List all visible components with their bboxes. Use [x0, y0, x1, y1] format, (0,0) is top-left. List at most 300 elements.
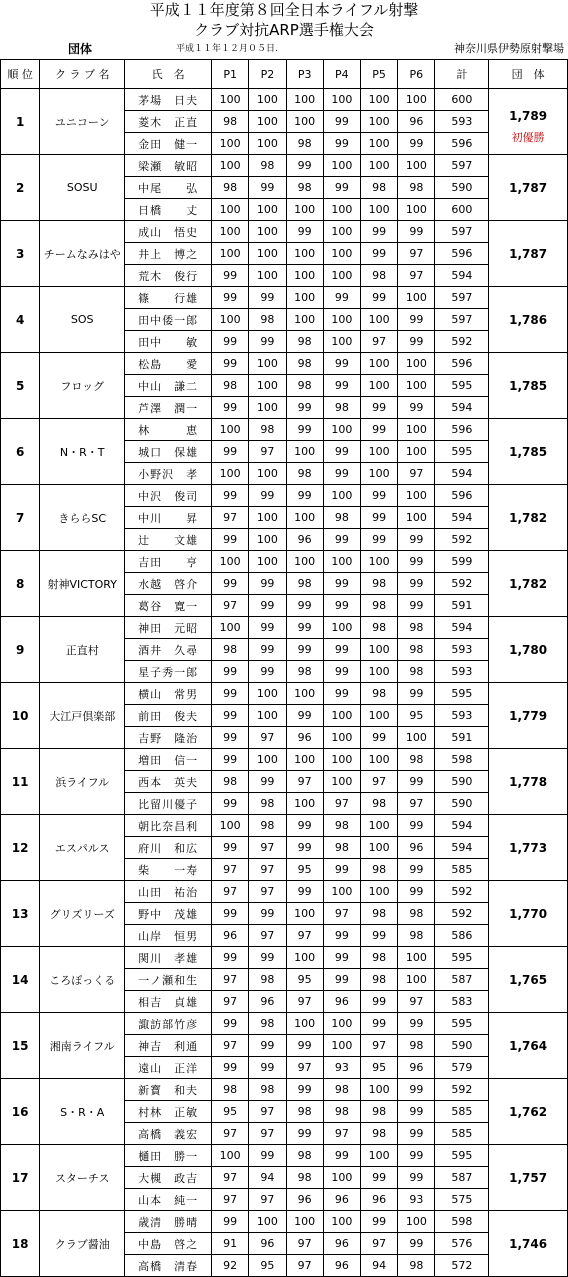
shooter-total: 572	[435, 1255, 489, 1277]
team-total: 1,780	[509, 642, 548, 657]
score-p1: 100	[212, 243, 249, 265]
shooter-name: 関川 孝雄	[125, 947, 212, 969]
score-p5: 94	[360, 1255, 397, 1277]
shooter-total: 585	[435, 1123, 489, 1145]
score-p6: 100	[398, 155, 435, 177]
score-p6: 97	[398, 793, 435, 815]
score-p3: 98	[286, 1101, 323, 1123]
score-p6: 99	[398, 1167, 435, 1189]
score-p1: 100	[212, 89, 249, 111]
score-p6: 98	[398, 639, 435, 661]
score-p4: 99	[323, 529, 360, 551]
score-p1: 97	[212, 1167, 249, 1189]
score-p6: 96	[398, 837, 435, 859]
table-row	[1, 1211, 568, 1233]
score-p2: 97	[249, 727, 286, 749]
score-p4: 97	[323, 1123, 360, 1145]
score-p6: 98	[398, 1035, 435, 1057]
score-p6: 97	[398, 991, 435, 1013]
score-p4: 96	[323, 991, 360, 1013]
score-p1: 100	[212, 309, 249, 331]
score-p4: 98	[323, 397, 360, 419]
score-p3: 97	[286, 925, 323, 947]
team-total-cell	[489, 551, 568, 617]
score-p2: 98	[249, 793, 286, 815]
score-p5: 100	[360, 1079, 397, 1101]
shooter-name: 中島 啓之	[125, 1233, 212, 1255]
score-p4: 97	[323, 793, 360, 815]
score-p4: 99	[323, 133, 360, 155]
score-p1: 100	[212, 221, 249, 243]
team-total-cell	[489, 683, 568, 749]
shooter-name: 芦澤 潤一	[125, 397, 212, 419]
score-p4: 100	[323, 1211, 360, 1233]
shooter-name: 神吉 利通	[125, 1035, 212, 1057]
score-p4: 99	[323, 375, 360, 397]
score-p4: 98	[323, 1079, 360, 1101]
score-p2: 100	[249, 749, 286, 771]
table-row	[1, 617, 568, 639]
score-p1: 99	[212, 1013, 249, 1035]
team-total: 1,762	[509, 1104, 548, 1119]
team-total-cell	[489, 419, 568, 485]
score-p3: 99	[286, 815, 323, 837]
score-p6: 99	[398, 133, 435, 155]
shooter-total: 595	[435, 375, 489, 397]
shooter-total: 594	[435, 507, 489, 529]
score-p4: 100	[323, 1167, 360, 1189]
team-rank: 12	[1, 815, 40, 881]
col-header-p5: P5	[360, 60, 397, 89]
score-p5: 100	[360, 375, 397, 397]
score-p1: 99	[212, 1057, 249, 1079]
team-total: 1,782	[509, 510, 548, 525]
score-p2: 96	[249, 1233, 286, 1255]
score-p1: 98	[212, 375, 249, 397]
score-p4: 96	[323, 1233, 360, 1255]
table-row	[1, 749, 568, 771]
shooter-name: 朝比奈昌利	[125, 815, 212, 837]
score-p5: 99	[360, 925, 397, 947]
score-p1: 99	[212, 727, 249, 749]
score-p3: 98	[286, 353, 323, 375]
score-p3: 99	[286, 1079, 323, 1101]
club-name: 射神VICTORY	[40, 551, 125, 617]
score-p2: 99	[249, 287, 286, 309]
score-p1: 99	[212, 705, 249, 727]
team-rank: 3	[1, 221, 40, 287]
score-p2: 99	[249, 485, 286, 507]
team-total: 1,785	[509, 378, 548, 393]
shooter-name: 野中 茂雄	[125, 903, 212, 925]
shooter-name: 西本 英夫	[125, 771, 212, 793]
shooter-name: 増田 信一	[125, 749, 212, 771]
score-p1: 97	[212, 969, 249, 991]
table-row	[1, 1013, 568, 1035]
shooter-name: 高橋 義宏	[125, 1123, 212, 1145]
score-p2: 99	[249, 1035, 286, 1057]
shooter-name: 村林 正敏	[125, 1101, 212, 1123]
title-line-1: 平成１１年度第８回全日本ライフル射撃	[149, 1, 419, 19]
score-p3: 96	[286, 529, 323, 551]
shooter-total: 594	[435, 463, 489, 485]
score-p4: 99	[323, 925, 360, 947]
score-p4: 100	[323, 705, 360, 727]
team-total-cell	[489, 815, 568, 881]
score-p6: 99	[398, 1123, 435, 1145]
score-p2: 99	[249, 617, 286, 639]
score-p1: 99	[212, 903, 249, 925]
score-p1: 97	[212, 595, 249, 617]
score-p5: 98	[360, 683, 397, 705]
score-p3: 98	[286, 463, 323, 485]
shooter-name: 荒木 俊行	[125, 265, 212, 287]
shooter-total: 600	[435, 89, 489, 111]
score-p2: 100	[249, 375, 286, 397]
score-p1: 99	[212, 837, 249, 859]
score-p3: 97	[286, 1233, 323, 1255]
shooter-total: 587	[435, 969, 489, 991]
score-p6: 100	[398, 353, 435, 375]
shooter-name: 吉野 隆治	[125, 727, 212, 749]
score-p2: 100	[249, 199, 286, 221]
club-name: 湘南ライフル	[40, 1013, 125, 1079]
score-p6: 98	[398, 925, 435, 947]
score-p6: 99	[398, 221, 435, 243]
score-p3: 99	[286, 837, 323, 859]
shooter-name: 山岸 恒男	[125, 925, 212, 947]
score-p6: 99	[398, 551, 435, 573]
score-p6: 99	[398, 859, 435, 881]
score-p2: 98	[249, 155, 286, 177]
score-p6: 97	[398, 463, 435, 485]
score-p3: 96	[286, 727, 323, 749]
score-p5: 95	[360, 1057, 397, 1079]
shooter-total: 595	[435, 441, 489, 463]
shooter-name: 林 恵	[125, 419, 212, 441]
score-p6: 100	[398, 485, 435, 507]
score-p2: 99	[249, 947, 286, 969]
score-p6: 96	[398, 1057, 435, 1079]
col-header-p4: P4	[323, 60, 360, 89]
shooter-name: 前田 俊夫	[125, 705, 212, 727]
score-p3: 99	[286, 221, 323, 243]
score-p5: 98	[360, 595, 397, 617]
score-p4: 100	[323, 419, 360, 441]
score-p1: 96	[212, 925, 249, 947]
team-total: 1,787	[509, 246, 548, 261]
col-header-p6: P6	[398, 60, 435, 89]
score-p3: 95	[286, 859, 323, 881]
score-p3: 100	[286, 265, 323, 287]
score-p2: 100	[249, 551, 286, 573]
score-p3: 100	[286, 793, 323, 815]
score-p6: 99	[398, 1079, 435, 1101]
score-p5: 98	[360, 969, 397, 991]
team-total-cell	[489, 1079, 568, 1145]
shooter-name: 葛谷 寛一	[125, 595, 212, 617]
table-row	[1, 89, 568, 111]
shooter-total: 592	[435, 1079, 489, 1101]
shooter-name: 田中 敏	[125, 331, 212, 353]
score-p6: 99	[398, 309, 435, 331]
score-p5: 99	[360, 243, 397, 265]
score-p6: 100	[398, 507, 435, 529]
shooter-total: 597	[435, 309, 489, 331]
club-name: SOS	[40, 287, 125, 353]
score-p6: 100	[398, 969, 435, 991]
col-header-team: 団 体	[489, 60, 568, 89]
shooter-name: 神田 元昭	[125, 617, 212, 639]
score-p1: 99	[212, 683, 249, 705]
score-p5: 98	[360, 859, 397, 881]
shooter-total: 596	[435, 243, 489, 265]
score-p2: 99	[249, 903, 286, 925]
shooter-total: 576	[435, 1233, 489, 1255]
score-p2: 99	[249, 771, 286, 793]
score-p1: 99	[212, 749, 249, 771]
score-p1: 99	[212, 441, 249, 463]
table-row	[1, 155, 568, 177]
team-total-cell	[489, 617, 568, 683]
score-p6: 98	[398, 1255, 435, 1277]
shooter-total: 598	[435, 749, 489, 771]
score-p6: 100	[398, 1211, 435, 1233]
score-p2: 100	[249, 89, 286, 111]
score-p2: 97	[249, 925, 286, 947]
shooter-total: 594	[435, 397, 489, 419]
team-total-cell	[489, 1013, 568, 1079]
team-total-cell	[489, 353, 568, 419]
score-p5: 97	[360, 771, 397, 793]
score-p3: 100	[286, 507, 323, 529]
shooter-name: 井上 博之	[125, 243, 212, 265]
score-p3: 95	[286, 969, 323, 991]
team-total-cell	[489, 1145, 568, 1211]
col-header-sum: 計	[435, 60, 489, 89]
score-p3: 97	[286, 771, 323, 793]
score-p3: 100	[286, 749, 323, 771]
score-p4: 100	[323, 265, 360, 287]
shooter-total: 593	[435, 705, 489, 727]
club-name: SOSU	[40, 155, 125, 221]
shooter-name: 府川 和広	[125, 837, 212, 859]
shooter-total: 592	[435, 529, 489, 551]
shooter-name: 一ノ瀬和生	[125, 969, 212, 991]
table-row	[1, 551, 568, 573]
score-p1: 98	[212, 639, 249, 661]
shooter-total: 596	[435, 419, 489, 441]
team-total: 1,785	[509, 444, 548, 459]
score-p1: 99	[212, 397, 249, 419]
score-p2: 99	[249, 177, 286, 199]
shooter-total: 598	[435, 1211, 489, 1233]
score-p6: 93	[398, 1189, 435, 1211]
shooter-total: 593	[435, 111, 489, 133]
score-p4: 98	[323, 507, 360, 529]
club-name: 正直村	[40, 617, 125, 683]
team-total: 1,782	[509, 576, 548, 591]
score-p6: 100	[398, 947, 435, 969]
score-p2: 100	[249, 265, 286, 287]
score-p1: 100	[212, 815, 249, 837]
score-p3: 98	[286, 1167, 323, 1189]
score-p4: 100	[323, 617, 360, 639]
score-p3: 97	[286, 991, 323, 1013]
score-p2: 99	[249, 1057, 286, 1079]
score-p1: 92	[212, 1255, 249, 1277]
shooter-total: 597	[435, 221, 489, 243]
score-p2: 100	[249, 1211, 286, 1233]
score-p3: 99	[286, 485, 323, 507]
category-label: 団体	[68, 42, 93, 56]
score-p2: 96	[249, 991, 286, 1013]
score-p5: 100	[360, 199, 397, 221]
score-p2: 95	[249, 1255, 286, 1277]
shooter-name: 柴 一寿	[125, 859, 212, 881]
score-p3: 97	[286, 1057, 323, 1079]
shooter-total: 575	[435, 1189, 489, 1211]
score-p6: 99	[398, 397, 435, 419]
score-p4: 96	[323, 1255, 360, 1277]
score-p6: 99	[398, 771, 435, 793]
shooter-name: 中尾 弘	[125, 177, 212, 199]
score-p2: 100	[249, 133, 286, 155]
score-p5: 100	[360, 1145, 397, 1167]
score-p6: 100	[398, 419, 435, 441]
shooter-name: 樋田 勝一	[125, 1145, 212, 1167]
club-name: 大江戸倶楽部	[40, 683, 125, 749]
score-p5: 99	[360, 485, 397, 507]
score-p4: 99	[323, 969, 360, 991]
score-p2: 100	[249, 463, 286, 485]
score-p6: 100	[398, 287, 435, 309]
score-p5: 100	[360, 837, 397, 859]
score-p4: 99	[323, 573, 360, 595]
shooter-name: 城口 保雄	[125, 441, 212, 463]
score-p5: 99	[360, 727, 397, 749]
team-total: 1,778	[509, 774, 548, 789]
score-p4: 98	[323, 1101, 360, 1123]
shooter-name: 大槻 政吉	[125, 1167, 212, 1189]
score-p5: 100	[360, 661, 397, 683]
shooter-total: 597	[435, 287, 489, 309]
shooter-total: 595	[435, 947, 489, 969]
shooter-name: 酒井 久尋	[125, 639, 212, 661]
score-p4: 100	[323, 485, 360, 507]
score-p3: 99	[286, 419, 323, 441]
shooter-total: 583	[435, 991, 489, 1013]
table-row	[1, 221, 568, 243]
score-p4: 99	[323, 353, 360, 375]
results-table	[0, 59, 568, 1277]
team-rank: 13	[1, 881, 40, 947]
club-name: ころぽっくる	[40, 947, 125, 1013]
shooter-total: 585	[435, 859, 489, 881]
shooter-name: 中川 昇	[125, 507, 212, 529]
score-p4: 100	[323, 749, 360, 771]
table-row	[1, 947, 568, 969]
shooter-total: 591	[435, 727, 489, 749]
score-p6: 99	[398, 529, 435, 551]
score-p4: 100	[323, 199, 360, 221]
col-header-name: 氏 名	[125, 60, 212, 89]
table-row	[1, 815, 568, 837]
score-p2: 98	[249, 815, 286, 837]
score-p2: 98	[249, 419, 286, 441]
club-name: エスパルス	[40, 815, 125, 881]
table-row	[1, 419, 568, 441]
shooter-total: 600	[435, 199, 489, 221]
score-p2: 97	[249, 441, 286, 463]
score-p5: 98	[360, 793, 397, 815]
title-line-2: クラブ対抗ARP選手権大会	[194, 21, 374, 39]
score-p4: 100	[323, 551, 360, 573]
score-p4: 99	[323, 639, 360, 661]
club-name: S・R・A	[40, 1079, 125, 1145]
shooter-name: 成山 悟史	[125, 221, 212, 243]
team-total: 1,770	[509, 906, 548, 921]
score-p5: 97	[360, 1035, 397, 1057]
shooter-name: 篠 行雄	[125, 287, 212, 309]
team-total-cell	[489, 221, 568, 287]
score-p1: 97	[212, 1123, 249, 1145]
score-p4: 100	[323, 881, 360, 903]
score-p3: 98	[286, 661, 323, 683]
score-p5: 100	[360, 133, 397, 155]
shooter-total: 595	[435, 683, 489, 705]
score-p1: 97	[212, 991, 249, 1013]
score-p5: 98	[360, 947, 397, 969]
venue-label: 神奈川県伊勢原射撃場	[454, 42, 564, 55]
score-p5: 99	[360, 397, 397, 419]
score-p2: 97	[249, 859, 286, 881]
score-p3: 98	[286, 573, 323, 595]
score-p5: 99	[360, 287, 397, 309]
score-p3: 100	[286, 243, 323, 265]
score-p3: 97	[286, 1255, 323, 1277]
score-p6: 98	[398, 749, 435, 771]
table-row	[1, 1079, 568, 1101]
shooter-name: 新寳 和夫	[125, 1079, 212, 1101]
score-p5: 99	[360, 991, 397, 1013]
shooter-name: 菱木 正直	[125, 111, 212, 133]
score-p4: 97	[323, 903, 360, 925]
score-p1: 99	[212, 529, 249, 551]
score-p2: 97	[249, 1189, 286, 1211]
team-total: 1,786	[509, 312, 548, 327]
team-total-cell	[489, 155, 568, 221]
shooter-total: 593	[435, 639, 489, 661]
score-p5: 100	[360, 639, 397, 661]
score-p5: 99	[360, 507, 397, 529]
score-p2: 100	[249, 507, 286, 529]
team-rank: 18	[1, 1211, 40, 1277]
score-p3: 100	[286, 1013, 323, 1035]
score-p2: 98	[249, 969, 286, 991]
score-p5: 100	[360, 881, 397, 903]
team-note: 初優勝	[511, 130, 545, 144]
score-p1: 99	[212, 947, 249, 969]
score-p5: 98	[360, 265, 397, 287]
event-date: 平成１１年１２月０５日.	[176, 44, 278, 54]
score-p6: 97	[398, 243, 435, 265]
club-name: きららSC	[40, 485, 125, 551]
score-p6: 99	[398, 331, 435, 353]
score-p4: 100	[323, 309, 360, 331]
shooter-total: 595	[435, 1145, 489, 1167]
score-p1: 98	[212, 1079, 249, 1101]
